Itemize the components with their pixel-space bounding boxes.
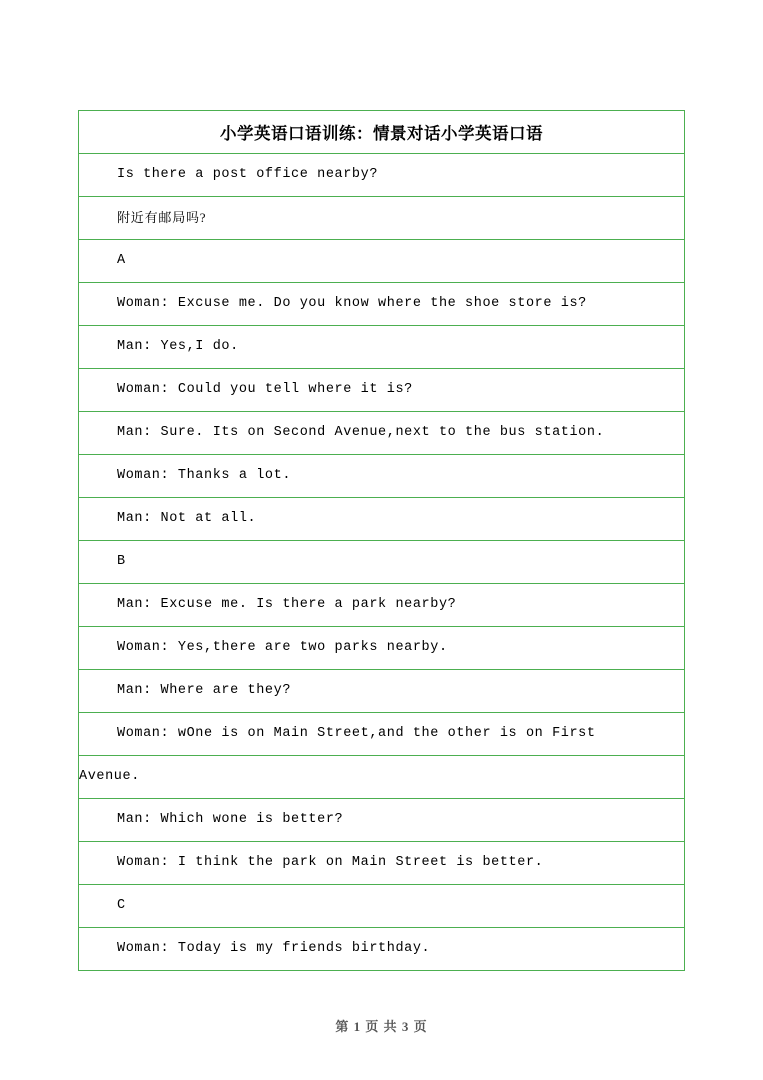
dialogue-line: Man: Sure. Its on Second Avenue,next to the bus station. [117, 424, 605, 440]
dialogue-line: Man: Yes,I do. [117, 338, 239, 354]
table-row [79, 369, 685, 412]
dialogue-line: Man: Where are they? [117, 682, 292, 698]
table-row [79, 240, 685, 283]
document-title: 小学英语口语训练：情景对话小学英语口语 [220, 124, 543, 143]
dialogue-cell [79, 369, 685, 412]
dialogue-cell [79, 326, 685, 369]
table-row [79, 885, 685, 928]
page-number-label: 第 1 页 共 3 页 [335, 1019, 428, 1034]
section-label-cell [79, 541, 685, 584]
table-row [79, 111, 685, 154]
dialogue-line: Woman: Thanks a lot. [117, 467, 292, 483]
section-label-c: C [117, 897, 126, 913]
dialogue-cell [79, 670, 685, 713]
table-row [79, 799, 685, 842]
dialogue-line: Man: Which wone is better? [117, 811, 344, 827]
table-body [79, 111, 685, 971]
dialogue-cell [79, 283, 685, 326]
table-row [79, 455, 685, 498]
dialogue-line: Man: Not at all. [117, 510, 257, 526]
dialogue-line: Man: Excuse me. Is there a park nearby? [117, 596, 457, 612]
section-label-cell [79, 240, 685, 283]
section-label-cell [79, 885, 685, 928]
dialogue-table [78, 110, 685, 971]
table-row [79, 756, 685, 799]
dialogue-line: Woman: Excuse me. Do you know where the shoe store is? [117, 295, 587, 311]
table-row [79, 928, 685, 971]
dialogue-line: Woman: Today is my friends birthday. [117, 940, 431, 956]
dialogue-cell [79, 412, 685, 455]
dialogue-line-chinese: 附近有邮局吗? [117, 210, 207, 226]
dialogue-line: Is there a post office nearby? [117, 166, 379, 182]
dialogue-cell [79, 154, 685, 197]
table-row [79, 412, 685, 455]
dialogue-line: Woman: wOne is on Main Street,and the other is on First [117, 725, 596, 741]
dialogue-cell [79, 799, 685, 842]
table-row [79, 584, 685, 627]
table-row [79, 498, 685, 541]
title-cell [79, 111, 685, 154]
table-row [79, 326, 685, 369]
table-row [79, 670, 685, 713]
dialogue-line-continuation: Avenue. [79, 768, 140, 784]
dialogue-cell [79, 627, 685, 670]
table-row [79, 154, 685, 197]
table-row [79, 541, 685, 584]
dialogue-cell [79, 455, 685, 498]
table-row [79, 283, 685, 326]
table-row [79, 842, 685, 885]
dialogue-cell [79, 713, 685, 756]
table-row [79, 627, 685, 670]
dialogue-cell [79, 498, 685, 541]
dialogue-line: Woman: Yes,there are two parks nearby. [117, 639, 448, 655]
page-footer [0, 1016, 763, 1035]
section-label-a: A [117, 252, 126, 268]
dialogue-cell [79, 197, 685, 240]
table-row [79, 713, 685, 756]
dialogue-line: Woman: Could you tell where it is? [117, 381, 413, 397]
dialogue-cell [79, 584, 685, 627]
dialogue-cell [79, 842, 685, 885]
dialogue-line: Woman: I think the park on Main Street is better. [117, 854, 544, 870]
table-row [79, 197, 685, 240]
dialogue-cell-continuation [79, 756, 685, 799]
dialogue-cell [79, 928, 685, 971]
section-label-b: B [117, 553, 126, 569]
